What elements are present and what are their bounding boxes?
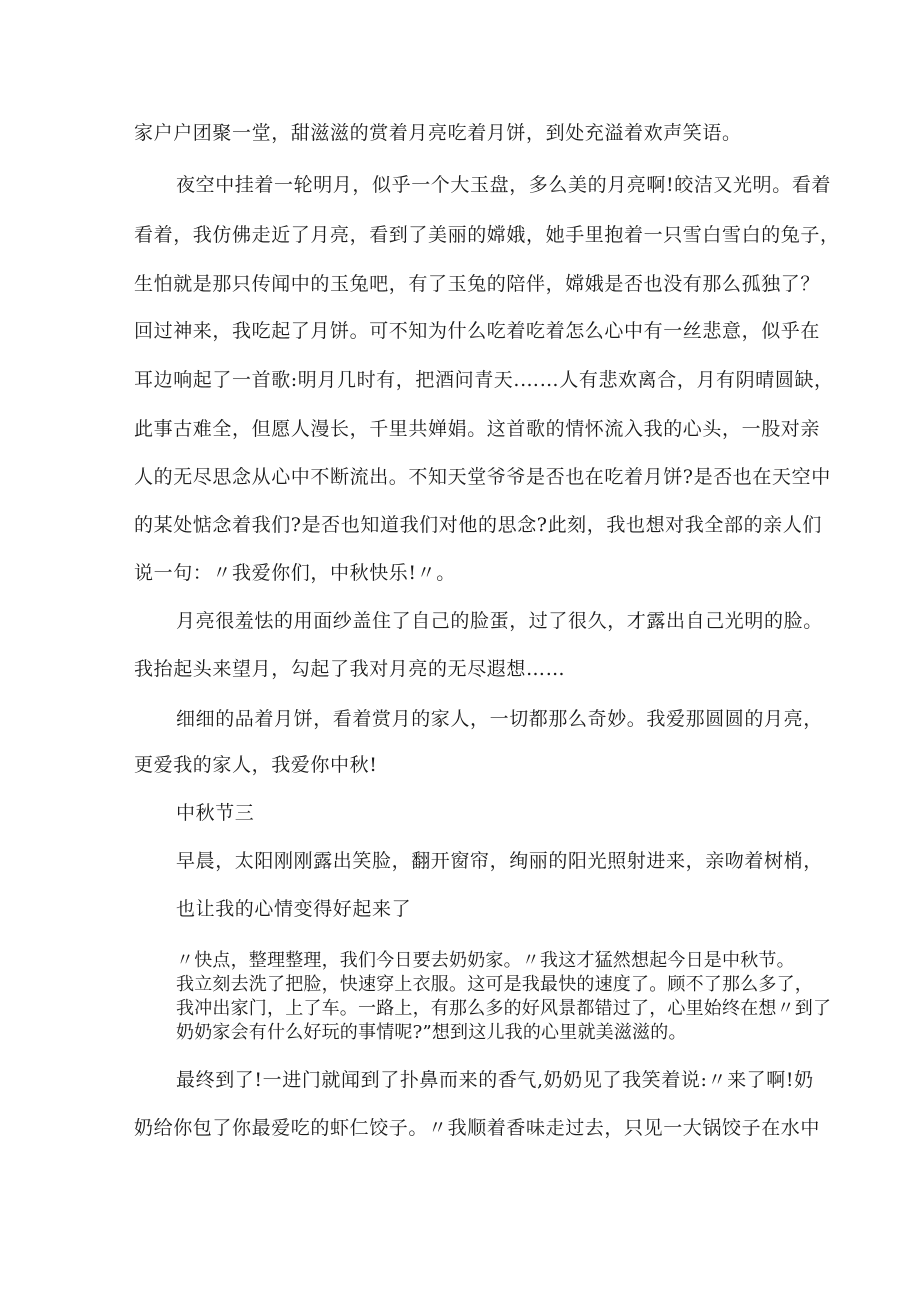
- text-line: 此事古难全，但愿人漫长，千里共婵娟。这首歌的情怀流入我的心头，一股对亲: [134, 418, 821, 440]
- text-line: 早晨，太阳刚刚露出笑脸，翻开窗帘，绚丽的阳光照射进来，亲吻着树梢，: [176, 850, 823, 872]
- section-heading: 中秋节三: [176, 802, 255, 824]
- text-line: 〃快点，整理整理，我们今日要去奶奶家。〃我这才猛然想起今日是中秋节。: [176, 950, 795, 971]
- text-line: 我抬起头来望月，勾起了我对月亮的无尽遐想……: [134, 658, 566, 680]
- text-line: 人的无尽思念从心中不断流出。不知天堂爷爷是否也在吃着月饼?是否也在天空中: [134, 466, 831, 488]
- text-line: 回过神来，我吃起了月饼。可不知为什么吃着吃着怎么心中有一丝悲意，似乎在: [134, 320, 821, 342]
- text-line: 奶给你包了你最爱吃的虾仁饺子。〃我顺着香味走过去，只见一大锅饺子在水中: [134, 1117, 821, 1139]
- text-line: 夜空中挂着一轮明月，似乎一个大玉盘，多么美的月亮啊!皎洁又光明。看着: [176, 174, 832, 196]
- text-line: 奶奶家会有什么好玩的事情呢?”想到这儿我的心里就美滋滋的。: [176, 1022, 687, 1043]
- text-line: 的某处惦念着我们?是否也知道我们对他的思念?此刻，我也想对我全部的亲人们: [134, 514, 822, 536]
- text-line: 看着，我仿佛走近了月亮，看到了美丽的嫦娥，她手里抱着一只雪白雪白的兔子，: [134, 224, 840, 246]
- text-line: 耳边响起了一首歌:明月几时有，把酒问青天.……人有悲欢离合，月有阴晴圆缺，: [134, 369, 834, 391]
- text-line: 生怕就是那只传闻中的玉兔吧，有了玉兔的陪伴，嫦娥是否也没有那么孤独了？: [134, 273, 821, 295]
- text-line: 也让我的心情变得好起来了: [176, 898, 412, 920]
- text-line: 细细的品着月饼，看着赏月的家人，一切都那么奇妙。我爱那圆圆的月亮，: [176, 708, 823, 730]
- text-line: 家户户团聚一堂，甜滋滋的赏着月亮吃着月饼，到处充溢着欢声笑语。: [134, 122, 742, 144]
- text-line: 我立刻去洗了把脸，快速穿上衣服。这可是我最快的速度了。顾不了那么多了，: [176, 974, 813, 995]
- text-line: 我冲出家门，上了车。一路上，有那么多的好风景都错过了，心里始终在想〃到了: [176, 998, 832, 1019]
- text-line: 说一句：〃我爱你们，中秋快乐!〃。: [134, 562, 456, 584]
- text-line: 最终到了!一进门就闻到了扑鼻而来的香气,奶奶见了我笑着说:〃来了啊!奶: [176, 1069, 814, 1091]
- text-line: 更爱我的家人，我爱你中秋!: [134, 754, 378, 776]
- text-line: 月亮很羞怯的用面纱盖住了自己的脸蛋，过了很久，才露出自己光明的脸。: [176, 610, 823, 632]
